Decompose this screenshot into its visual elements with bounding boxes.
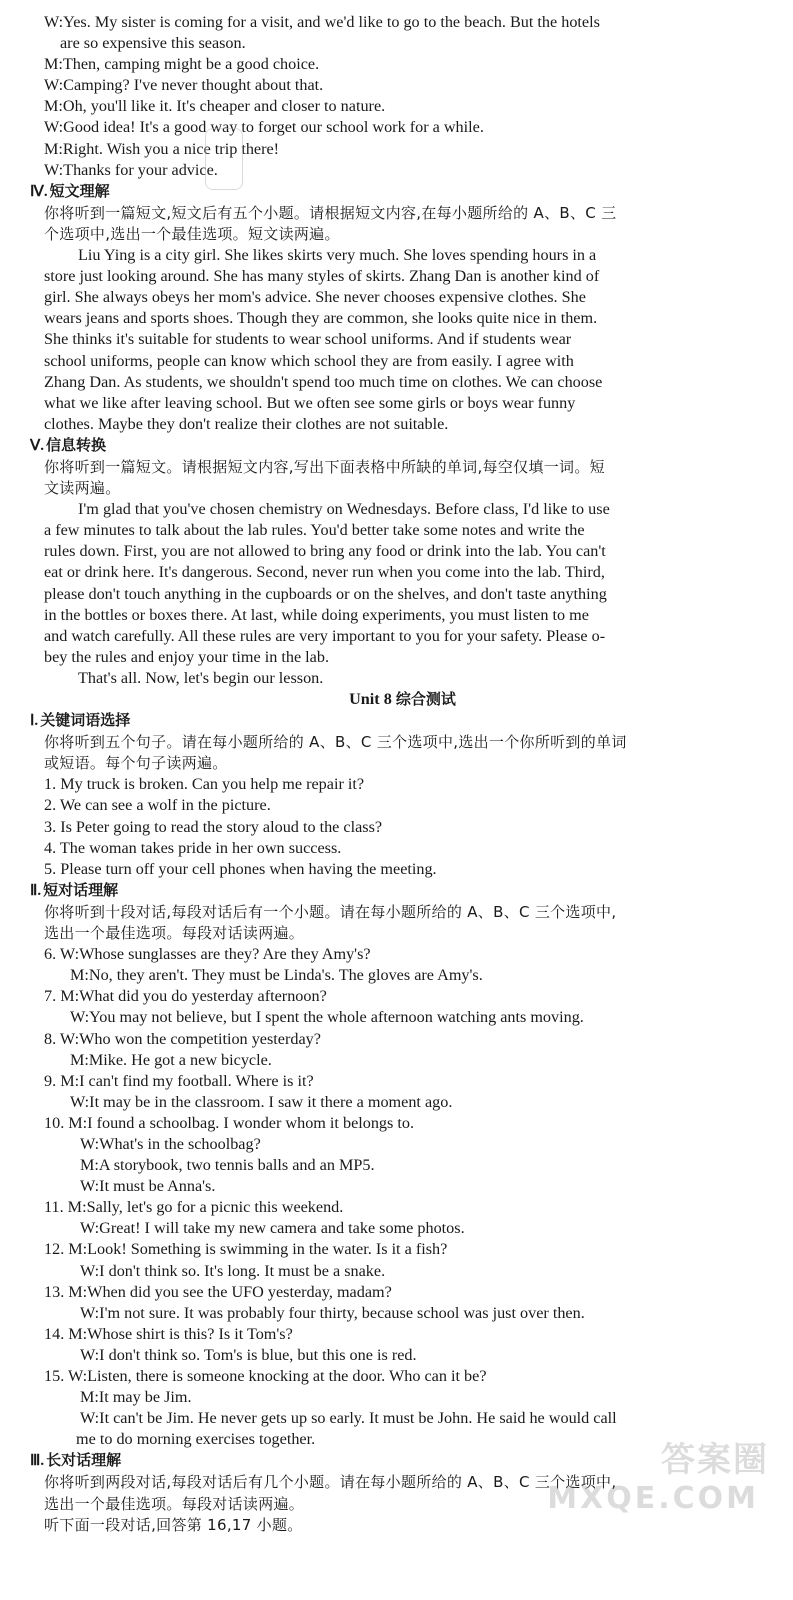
passage-line: Liu Ying is a city girl. She likes skirts very much. She loves spending hours in a: [78, 246, 597, 265]
passage-line: store just looking around. She has many styles of skirts. Zhang Dan is another kind of: [44, 267, 600, 286]
dialogue-line: W:Great! I will take my new camera and take some photos.: [80, 1219, 465, 1238]
instruction-line: 选出一个最佳选项。每段对话读两遍。: [44, 924, 305, 943]
section-5-heading: Ⅴ. 信息转换: [30, 435, 107, 454]
passage-line: I'm glad that you've chosen chemistry on Wednesdays. Before class, I'd like to use: [78, 500, 610, 519]
dialogue-line: M:Right. Wish you a nice trip there!: [44, 139, 280, 158]
dialogue-line: W:What's in the schoolbag?: [80, 1134, 261, 1153]
site-watermark: [547, 1439, 779, 1528]
dialogue-line: 14. M:Whose shirt is this? Is it Tom's?: [44, 1324, 293, 1343]
instruction-line: 个选项中,选出一个最佳选项。短文读两遍。: [44, 224, 340, 243]
dialogue-line: M:Mike. He got a new bicycle.: [70, 1050, 272, 1069]
dialogue-line: 7. M:What did you do yesterday afternoon?: [44, 987, 327, 1006]
instruction-line: 文读两遍。: [44, 479, 121, 498]
passage-line: girl. She always obeys her mom's advice. She never chooses expensive clothes. She: [44, 288, 586, 307]
instruction-line: 你将听到五个句子。请在每小题所给的 A、B、C 三个选项中,选出一个你所听到的单词: [44, 733, 627, 752]
dialogue-line: 11. M:Sally, let's go for a picnic this weekend.: [44, 1198, 344, 1217]
part-3-heading: Ⅲ. 长对话理解: [30, 1451, 122, 1470]
dialogue-line: 9. M:I can't find my football. Where is it?: [44, 1071, 314, 1090]
section-4-instruction: [30, 203, 775, 245]
part-1-instruction: [30, 732, 775, 774]
passage-line: and watch carefully. All these rules are very important to you for your safety. Please o-: [44, 626, 606, 645]
question-item: 2. We can see a wolf in the picture.: [44, 796, 271, 815]
dialogue-line: me to do morning exercises together.: [76, 1430, 316, 1449]
dialogue-line: 6. W:Whose sunglasses are they? Are they Amy's?: [44, 945, 371, 964]
dialogue-line: W:It may be in the classroom. I saw it there a moment ago.: [70, 1092, 453, 1111]
passage-line: what we like after leaving school. But we often see some girls or boys wear funny: [44, 393, 576, 412]
dialogue-line: W:It must be Anna's.: [80, 1177, 216, 1196]
passage-line: She thinks it's suitable for students to wear school uniforms. And if students wear: [44, 330, 572, 349]
dialogue-line: W:I'm not sure. It was probably four thirty, because school was just over then.: [80, 1303, 585, 1322]
instruction-line: 你将听到一篇短文,短文后有五个小题。请根据短文内容,在每小题所给的 A、B、C 三: [44, 203, 617, 222]
question-item: 4. The woman takes pride in her own success.: [44, 838, 342, 857]
dialogue-line: 13. M:When did you see the UFO yesterday, madam?: [44, 1282, 392, 1301]
passage-line: clothes. Maybe they don't realize their clothes are not suitable.: [44, 414, 449, 433]
dialogue-line: M:No, they aren't. They must be Linda's. The gloves are Amy's.: [70, 966, 483, 985]
dialogue-line: are so expensive this season.: [60, 34, 246, 53]
dialogue-line: W:I don't think so. Tom's is blue, but this one is red.: [80, 1345, 417, 1364]
watermark-url: MXQE.COM: [547, 1480, 759, 1516]
watermark-logo-text: 答案圈: [661, 1439, 769, 1480]
passage-line: Zhang Dan. As students, we shouldn't spend too much time on clothes. We can choose: [44, 372, 603, 391]
dialogue-line: M:Oh, you'll like it. It's cheaper and closer to nature.: [44, 97, 386, 116]
part-2-heading: Ⅱ. 短对话理解: [30, 880, 119, 899]
passage-line: please don't touch anything in the cupboards or on the shelves, and don't taste anything: [44, 584, 607, 603]
dialogue-line: W:Camping? I've never thought about that.: [44, 76, 324, 95]
instruction-line: 你将听到两段对话,每段对话后有几个小题。请在每小题所给的 A、B、C 三个选项中,: [44, 1473, 617, 1492]
dialogue-line: W:Yes. My sister is coming for a visit, and we'd like to go to the beach. But the hotels: [44, 13, 600, 31]
passage-line: wears jeans and sports shoes. Though they are common, she looks quite nice in them.: [44, 309, 598, 328]
instruction-line: 你将听到一篇短文。请根据短文内容,写出下面表格中所缺的单词,每空仅填一词。短: [44, 457, 605, 476]
part-1-items: [30, 774, 775, 879]
faint-stamp-mark: [205, 128, 243, 190]
dialogue-line: M:It may be Jim.: [80, 1388, 192, 1407]
dialogue-line: W:Good idea! It's a good way to forget our school work for a while.: [44, 118, 484, 137]
part-2-instruction: [30, 902, 775, 944]
dialogue-top: [30, 12, 775, 181]
passage-line: That's all. Now, let's begin our lesson.: [78, 668, 324, 687]
section-5-instruction: [30, 457, 775, 499]
dialogue-line: M:A storybook, two tennis balls and an MP5.: [80, 1156, 375, 1175]
instruction-line: 选出一个最佳选项。每段对话读两遍。: [44, 1494, 305, 1513]
dialogue-line: 12. M:Look! Something is swimming in the water. Is it a fish?: [44, 1240, 448, 1259]
passage-line: rules down. First, you are not allowed to bring any food or drink into the lab. You can't: [44, 542, 606, 561]
dialogue-line: W:I don't think so. It's long. It must be a snake.: [80, 1261, 386, 1280]
passage-line: a few minutes to talk about the lab rules. You'd better take some notes and write the: [44, 521, 585, 540]
instruction-line: 听下面一段对话,回答第 16,17 小题。: [44, 1515, 303, 1534]
passage-line: bey the rules and enjoy your time in the lab.: [44, 647, 330, 666]
dialogue-line: 15. W:Listen, there is someone knocking at the door. Who can it be?: [44, 1367, 487, 1385]
question-item: 1. My truck is broken. Can you help me repair it?: [44, 775, 365, 794]
passage-line: eat or drink here. It's dangerous. Second, never run when you come into the lab. Third,: [44, 563, 605, 582]
section-4-passage: [30, 245, 775, 435]
instruction-line: 你将听到十段对话,每段对话后有一个小题。请在每小题所给的 A、B、C 三个选项中,: [44, 902, 617, 921]
section-5-passage: [30, 499, 775, 689]
dialogue-line: 8. W:Who won the competition yesterday?: [44, 1029, 321, 1048]
unit-title: Unit 8 综合测试: [349, 690, 456, 708]
dialogue-line: W:It can't be Jim. He never gets up so early. It must be John. He said he would call: [80, 1409, 617, 1428]
part-1-heading: Ⅰ. 关键词语选择: [30, 711, 131, 730]
question-item: 3. Is Peter going to read the story aloud to the class?: [44, 817, 383, 836]
part-2-dialogues: [30, 944, 775, 1450]
question-item: 5. Please turn off your cell phones when having the meeting.: [44, 859, 437, 878]
section-4-heading: Ⅳ. 短文理解: [30, 181, 110, 200]
passage-line: in the bottles or boxes there. At last, while doing experiments, you must listen to me: [44, 605, 589, 624]
dialogue-line: W:You may not believe, but I spent the whole afternoon watching ants moving.: [70, 1008, 584, 1027]
instruction-line: 或短语。每个句子读两遍。: [44, 754, 228, 773]
dialogue-line: W:Thanks for your advice.: [44, 160, 218, 179]
passage-line: school uniforms, people can know which school they are from easily. I agree with: [44, 351, 574, 370]
dialogue-line: M:Then, camping might be a good choice.: [44, 55, 320, 74]
dialogue-line: 10. M:I found a schoolbag. I wonder whom it belongs to.: [44, 1113, 415, 1132]
